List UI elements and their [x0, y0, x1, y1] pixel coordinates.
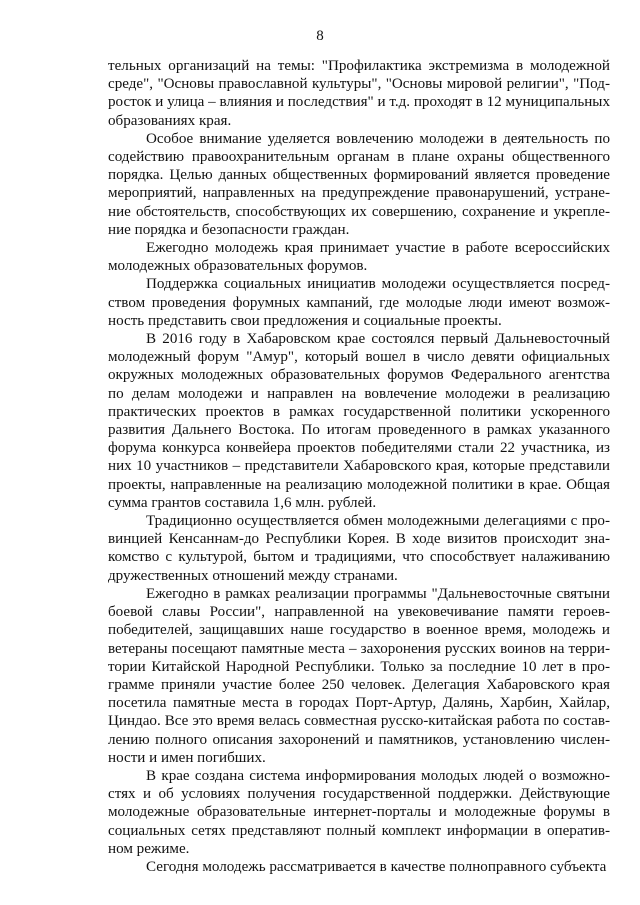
paragraph-social-initiatives: Поддержка социальных инициатив молодежи осуществляется посредством проведения форумных кампаний, где молодые люди имеют возможность представить свои предложения и социальные проекты.: [108, 276, 610, 329]
paragraph-law-enforcement: Особое внимание уделяется вовлечению молодежи в деятельность по содействию правоохранительным органам в плане охраны общественного порядка. Целью данных общественных формирований является проведение мероприятий, направленных на предупреждение правонарушений, устранение обстоятельств, способствующих их совершению, сохранение и укрепление порядка и безопасности граждан.: [108, 130, 610, 238]
paragraph-all-russian-forums: Ежегодно молодежь края принимает участие в работе всероссийских молодежных образовательных форумов.: [108, 240, 610, 275]
paragraph-korea-exchange: Традиционно осуществляется обмен молодежными делегациями с провинцией Кенсаннам-до Республики Корея. В ходе визитов происходит знакомство с культурой, бытом и традициями, что способствует налаживанию дружественных отношений между странами.: [108, 513, 610, 584]
page-body: [108, 57, 610, 876]
paragraph-amur-forum: В 2016 году в Хабаровском крае состоялся первый Дальневосточный молодежный форум "Амур", который вошел в число девяти официальных окружных молодежных образовательных форумов Федерального агентства по делам молодежи и направлен на вовлечение молодежи в реализацию практических проектов в рамках государственной политики ускоренного развития Дальнего Востока. По итогам проведенного в рамках указанного форума конкурса конвейера проектов победителями стали 22 участника, из них 10 участников – представители Хабаровского края, которые представили проекты, направленные на реализацию молодежной политики в крае. Общая сумма грантов составила 1,6 млн. рублей.: [108, 331, 610, 511]
page-number: 8: [316, 28, 324, 44]
paragraph-information-system: В крае создана система информирования молодых людей о возможностях и об условиях получения государственной поддержки. Действующие молодежные образовательные интернет-порталы и молодежные форумы в социальных сетях представляют полный комплект информации в оперативном режиме.: [108, 767, 610, 857]
paragraph-youth-subject: Сегодня молодежь рассматривается в качестве полноправного субъекта: [146, 858, 607, 875]
paragraph-military-glory-program: Ежегодно в рамках реализации программы "Дальневосточные святыни боевой славы России", направленной на увековечивание памяти героев-победителей, защищавших наше государство в военное время, молодежь и ветераны посещают памятные места – захоронения русских воинов на территории Китайской Народной Республики. Только за последние 10 лет в программе приняли участие более 250 человек. Делегация Хабаровского края посетила памятные места в городах Порт-Артур, Далянь, Харбин, Хайлар, Циндао. Все это время велась совместная русско-китайская работа по составлению полного описания захоронений и памятников, установлению численности и имен погибших.: [108, 585, 610, 766]
paragraph-continuation: тельных организаций на темы: "Профилактика экстремизма в молодежной среде", "Основы православной культуры", "Основы мировой религии", "Подросток и улица – влияния и последствия" и т.д. проходят в 12 муниципальных образованиях края.: [108, 58, 610, 129]
